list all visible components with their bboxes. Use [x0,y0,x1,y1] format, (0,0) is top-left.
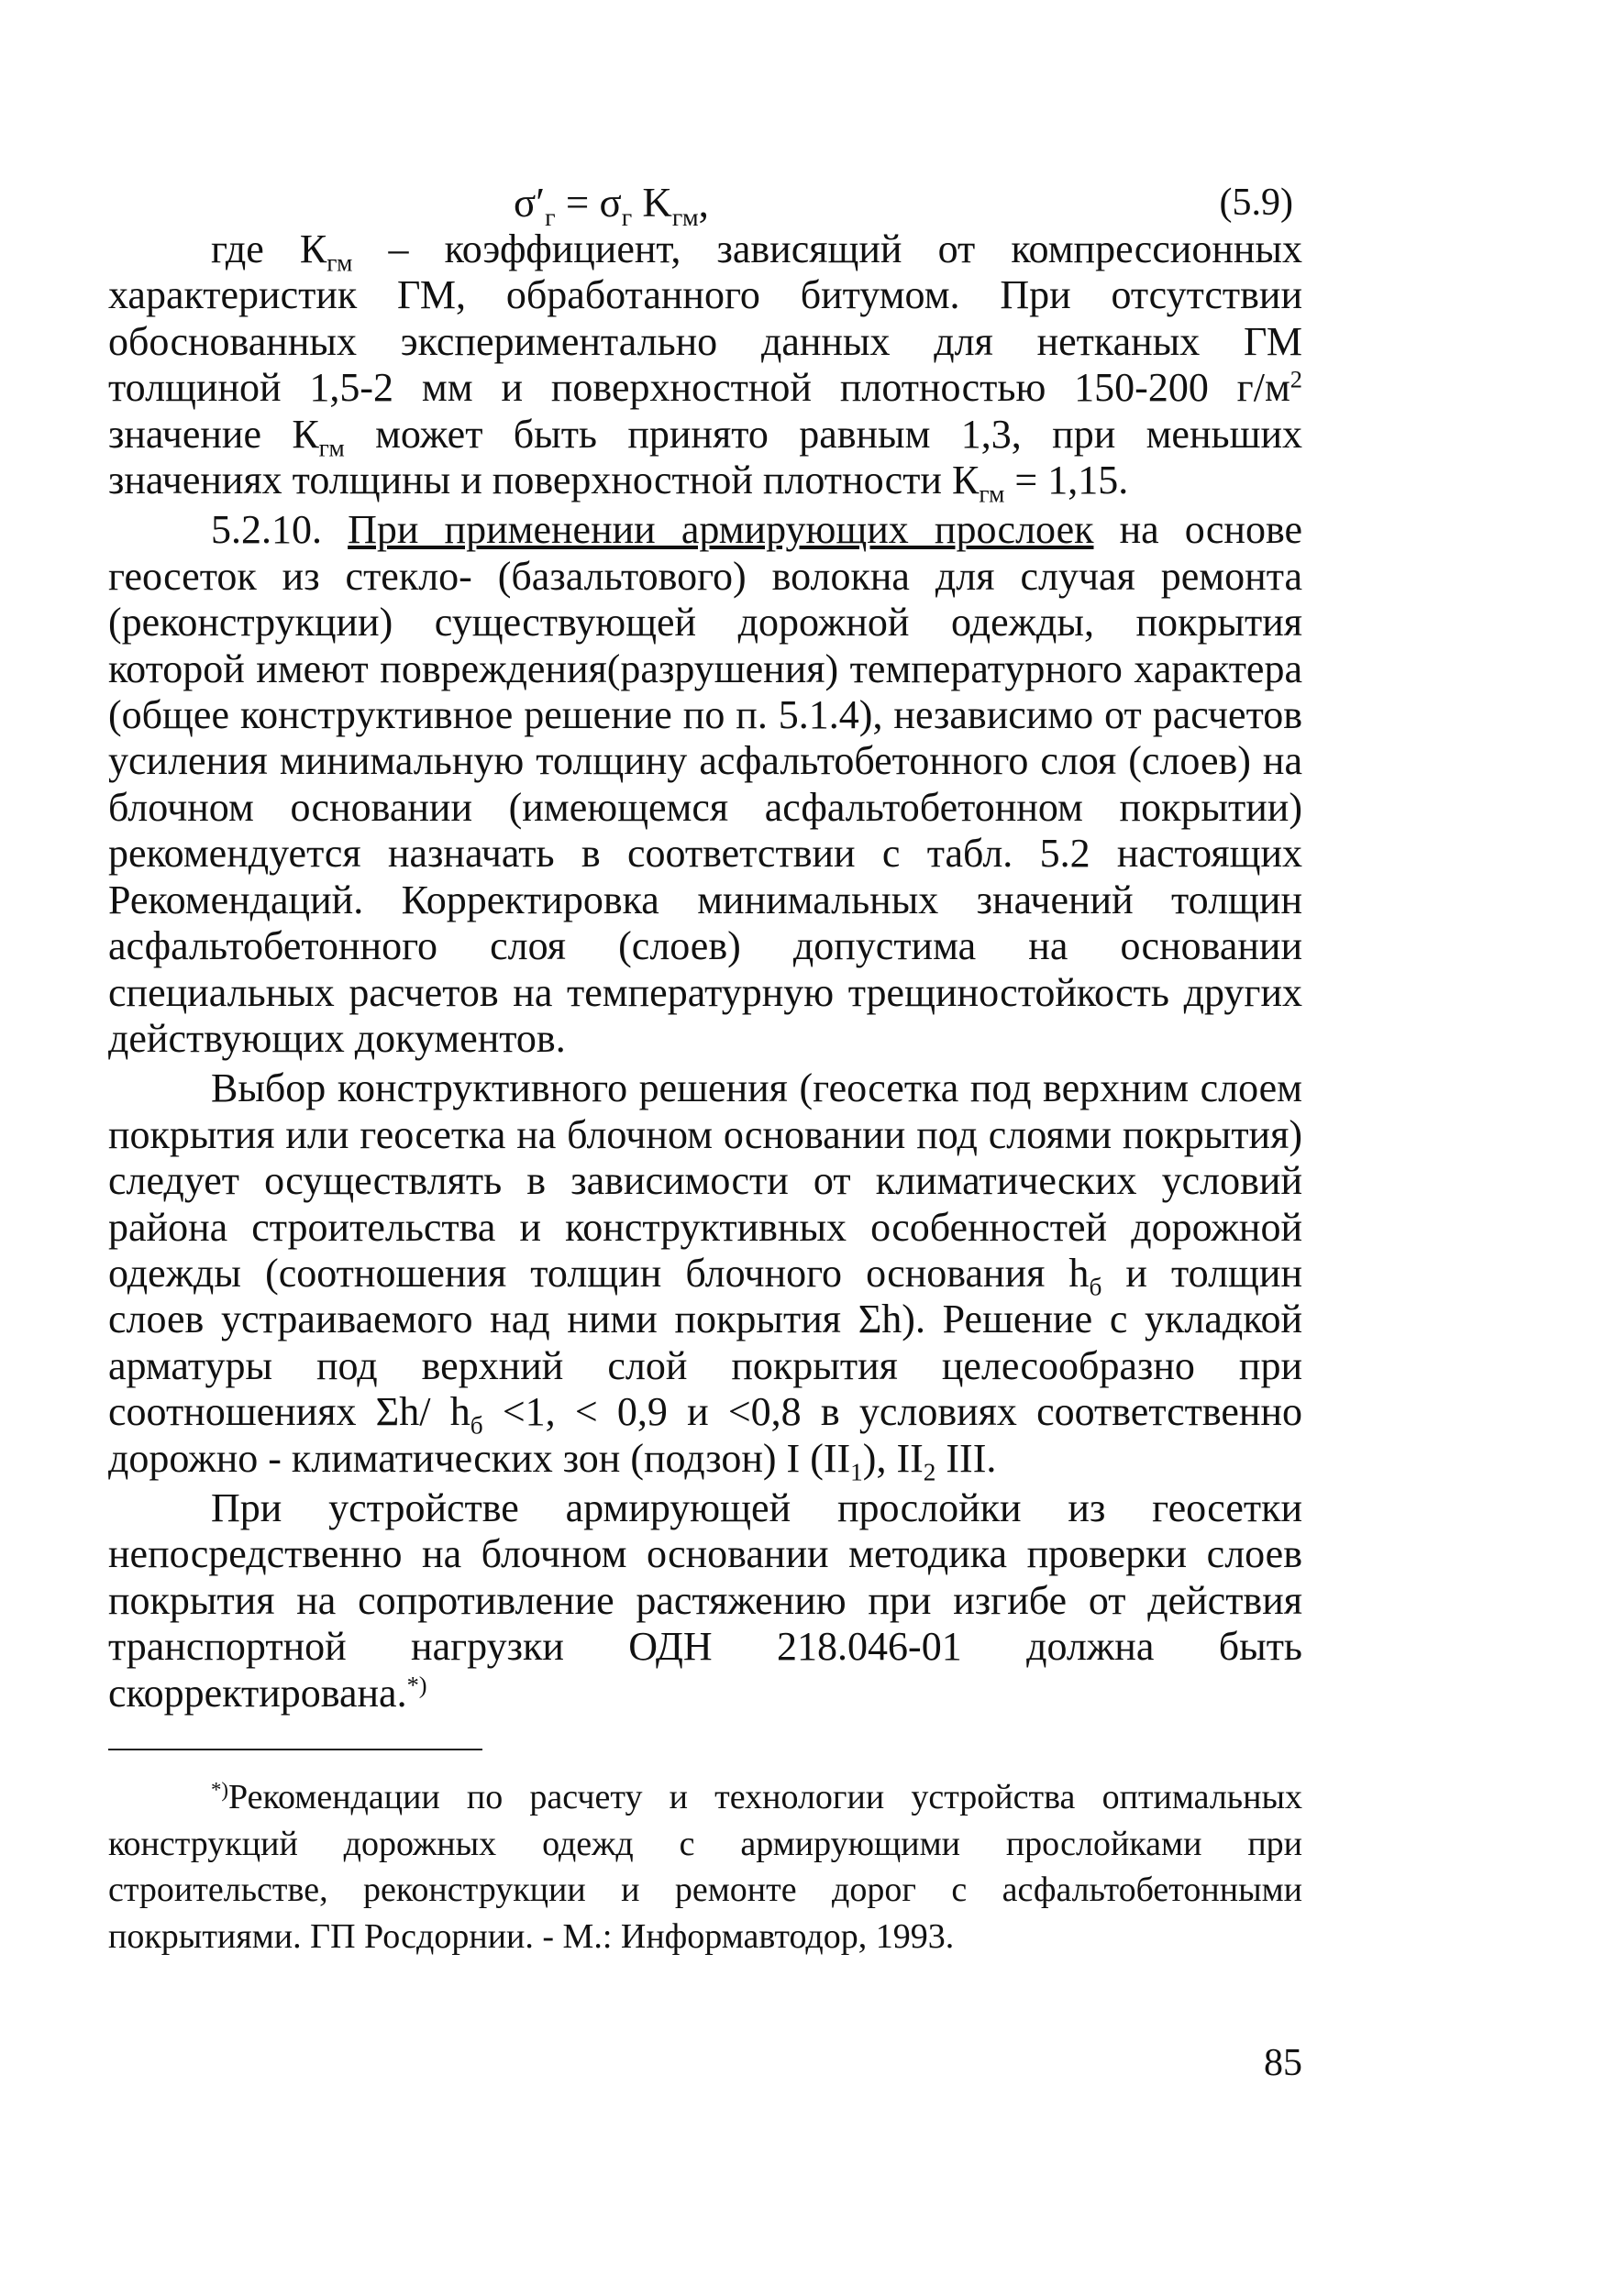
sigma: σ [599,180,622,226]
formula-number: (5.9) [1219,182,1293,224]
section-number: 5.2.10. [211,507,349,553]
coefficient: K [632,180,672,226]
footnote-divider [108,1749,482,1750]
formula-5-9: $\sigma'_г = \sigma_г$ $K_{гм}$, [514,180,709,232]
footnote-reference: *) [406,1671,427,1699]
underlined-phrase: При применении армирующих прослоек [348,507,1094,553]
paragraph-5-2-10: 5.2.10. При применении армирующих прослоек на основе геосеток из стекло- (базальтового) волокна для случая ремонта (реконструкции) существующей дорожной одежды, покрытия которой имеют повреждения(разрушения) температурного характера (общее конструктивное решение по п. 5.1.4), независимо от расчетов усиления минимальную толщину асфальтобетонного слоя (слоев) на блочном основании (имеющемся асфальтобетонном покрытии) рекомендуется назначать в соответствии с табл. 5.2 настоящих Рекомендаций. Корректировка минимальных значений толщин асфальтобетонного слоя (слоев) допустима на основании специальных расчетов на температурную трещиностойкость других действующих документов. [108,507,1302,1061]
paragraph-reinforcing-layer: При устройстве армирующей прослойки из геосетки непосредственно на блочном основании методика проверки слоев покрытия на сопротивление растяжению при изгибе от действия транспортной нагрузки ОДН 218.046-01 должна быть скорректирована.*) [108,1485,1302,1716]
body-text [108,226,1302,1716]
footnote-text: Рекомендации по расчету и технологии устройства оптимальных конструкций дорожных одежд с армирующими прослойками при строительстве, реконструкции и ремонте дорог с асфальтобетонными покрытиями. ГП Росдорнии. - М.: Информавтодор, 1993. [108,1778,1302,1956]
sigma-prime: σ′ [514,180,546,226]
paragraph-coefficient-definition: где $К_{гм}$ – коэффициент, зависящий от компрессионных характеристик ГМ, обработанного битумом. При отсутствии обоснованных экспериментально данных для нетканых ГМ толщиной 1,5-2 мм и поверхностной плотностью 150-200 $г/м^2$ значение $К_{гм}$ может быть принято равным 1,3, при меньших значениях толщины и поверхностной плотности $К_{гм} = 1,15$. [108,226,1302,508]
footnote-mark: *) [211,1778,228,1802]
page-number: 85 [1264,2042,1302,2084]
paragraph-design-choice: Выбор конструктивного решения (геосетка под верхним слоем покрытия или геосетка на блочном основании под слоями покрытия) следует осуществлять в зависимости от климатических условий района строительства и конструктивных особенностей дорожной одежды (соотношения толщин блочного основания $h_б$ и толщин слоев устраиваемого над ними покрытия Σh). Решение с укладкой арматуры под верхний слой покрытия целесообразно при соотношениях Σh/ $h_б <1$, < 0,9 и <0,8 в условиях соответственно дорожно - климатических зон (подзон) I $(II_1)$, $II_2$ III. [108,1065,1302,1486]
footnote [108,1774,1302,1959]
